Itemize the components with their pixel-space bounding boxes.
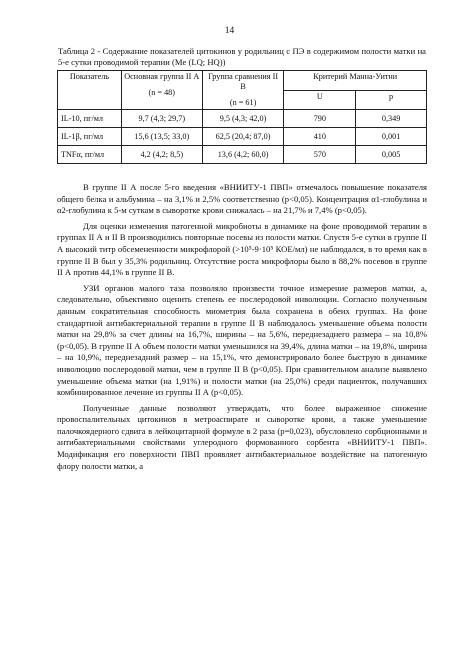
table-row [58,110,427,128]
body-text [57,182,427,476]
cell-group-a: 9,7 (4,3; 29,7) [121,110,202,128]
header-group-main: Основная группа II А (n = 48) [121,71,202,110]
cell-group-a: 15,6 (13,5; 33,0) [121,128,202,146]
cell-group-a: 4,2 (4,2; 8,5) [121,146,202,164]
cell-u: 570 [284,146,356,164]
cell-u: 790 [284,110,356,128]
cell-u: 410 [284,128,356,146]
table-row [58,128,427,146]
cell-group-b: 13,6 (4,2; 60,0) [202,146,284,164]
table-row [58,146,427,164]
cell-indicator: IL-1β, пг/мл [58,128,122,146]
header-group-compare-n: (n = 61) [229,98,257,107]
cell-p: 0,349 [356,110,427,128]
cell-group-b: 62,5 (20,4; 87,0) [202,128,284,146]
paragraph: Для оценки изменения патогенной микробиоты в динамике на фоне проводимой терапии в группах II А и II В производились повторные посевы из полости матки. Спустя 5-е сутки в группе II А высокий титр обсемененности микрофлорой (>10⁵-9·10⁵ КОЕ/мл) не наблюдался, в то время как в группе II В был у 35,3% родильниц. Отсутствие роста микрофлоры было в 88,2% посевов в группе II А против 44,1% в группе II В. [57,220,427,278]
header-group-main-n: (n = 48) [148,88,175,97]
paragraph: УЗИ органов малого таза позволяло произвести точное измерение размеров матки, а, следовательно, объективно оценить степень ее послеродовой инволюции. Согласно полученным данным сократительная способность миометрия была сохранена в обеих группах. На фоне стандартной антибактериальной терапии в группе II В наблюдалось уменьшение объема полости матки на 29,8% за счет длины на 16,7%, ширины – на 5,6%, переднезаднего размера – на 10,8% (р<0,05). В группе II А объем полости матки уменьшился на 39,4%, длина матки – на 19,8%, ширина – на 10,9%, переднезадний размер – на 15,1%, что демонстрировало более быструю в динамике инволюцию послеродовой матки, чем в группе II В (р<0,05). При сравнительном анализе выявлено уменьшение объема матки (на 1,91%) и полости матки (на 25,0%) среди пациенток, получавших комбинированное лечение из группы II А (р<0,05). [57,282,427,398]
page-number: 14 [224,26,235,36]
cell-indicator: TNFα, пг/мл [58,146,122,164]
header-group-compare: Группа сравнения II В (n = 61) [202,71,284,110]
cell-p: 0,005 [356,146,427,164]
paragraph: Полученные данные позволяют утверждать, что более выраженное снижение провоспалительных цитокинов в метроаспирате и сыворотке крови, а также уменьшение палочкоядерного сдвига в лейкоцитарной формуле в 2 раза (р=0,023), обусловлено сорбционными и антибактериальными свойствами углеродного формованного сорбента «ВНИИТУ-1 ПВП». Модификация его поверхности ПВП проявляет антибактериальное воздействие на патогенную флору полости матки, а [57,402,427,471]
header-criterion: Критерий Манна-Уитни [284,71,427,91]
header-indicator: Показатель [58,71,122,110]
cell-indicator: IL-10, пг/мл [58,110,122,128]
cell-p: 0,001 [356,128,427,146]
cytokine-table [57,70,427,164]
table-caption: Таблица 2 - Содержание показателей цитокинов у родильниц с ПЭ в содержимом полости матки на 5-е сутки проводимой терапии (Me (LQ; HQ)) [58,46,426,67]
header-u: U [284,90,356,110]
cell-group-b: 9,5 (4,3; 42,0) [202,110,284,128]
header-p: p [356,90,427,110]
paragraph: В группе II А после 5-го введения «ВНИИТУ-1 ПВП» отмечалось повышение показателя общего белка и альбумина – на 3,1% и 2,5% соответственно (р<0,05). Концентрация α1-глобулина и α2-глобулина к 5-м суткам в сыворотке крови снижалась – на 21,7% и 7,4% (р<0,05). [57,182,427,216]
